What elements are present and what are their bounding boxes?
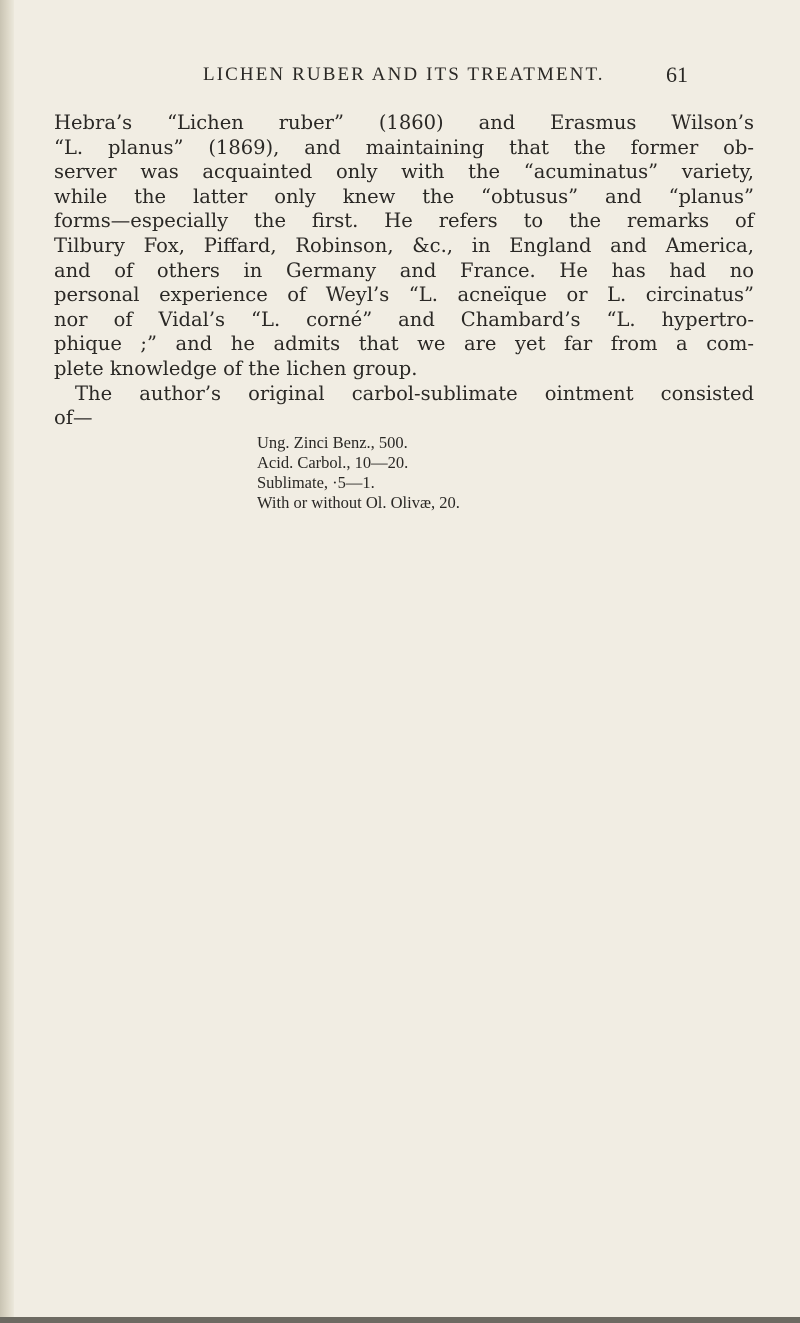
paragraph-1-line: Hebra’s “Lichen ruber” (1860) and Erasmus Wilson’s — [54, 111, 754, 134]
book-spine-shadow — [0, 0, 14, 1323]
paragraph-2-line: The author’s original carbol-sublimate ointment consisted — [75, 381, 754, 405]
paragraph-1-line: server was acquainted only with the “acuminatus” variety, — [54, 160, 754, 184]
paragraph-2-line: of— — [54, 406, 93, 430]
paragraph-1-line: “L. planus” (1869), and maintaining that the former ob- — [54, 135, 754, 159]
page-bottom-edge — [0, 1317, 800, 1323]
body-text — [54, 111, 754, 431]
paragraph-1-line: plete knowledge of the lichen group. — [54, 356, 418, 380]
prescription-block — [257, 433, 460, 513]
prescription-line: Acid. Carbol., 10—20. — [257, 453, 409, 472]
prescription-line: Sublimate, ·5—1. — [257, 473, 375, 492]
paragraph-1-line: phique ;” and he admits that we are yet far from a com- — [54, 332, 754, 356]
running-title: LICHEN RUBER AND ITS TREATMENT. — [203, 64, 605, 85]
paragraph-1-line: forms—especially the first. He refers to the remarks of — [54, 209, 754, 233]
page-header — [0, 64, 800, 88]
page-number: 61 — [666, 62, 688, 87]
paragraph-1-line: nor of Vidal’s “L. corné” and Chambard’s “L. hypertro- — [54, 307, 754, 331]
paragraph-1-line: personal experience of Weyl’s “L. acneïque or L. circinatus” — [54, 283, 754, 307]
paragraph-1-line: while the latter only knew the “obtusus” and “planus” — [54, 184, 754, 208]
paragraph-1-line: Tilbury Fox, Piffard, Robinson, &c., in England and America, — [54, 233, 754, 257]
prescription-line: Ung. Zinci Benz., 500. — [257, 433, 408, 452]
paragraph-1-line: and of others in Germany and France. He has had no — [54, 258, 754, 282]
prescription-line: With or without Ol. Olivæ, 20. — [257, 493, 460, 512]
